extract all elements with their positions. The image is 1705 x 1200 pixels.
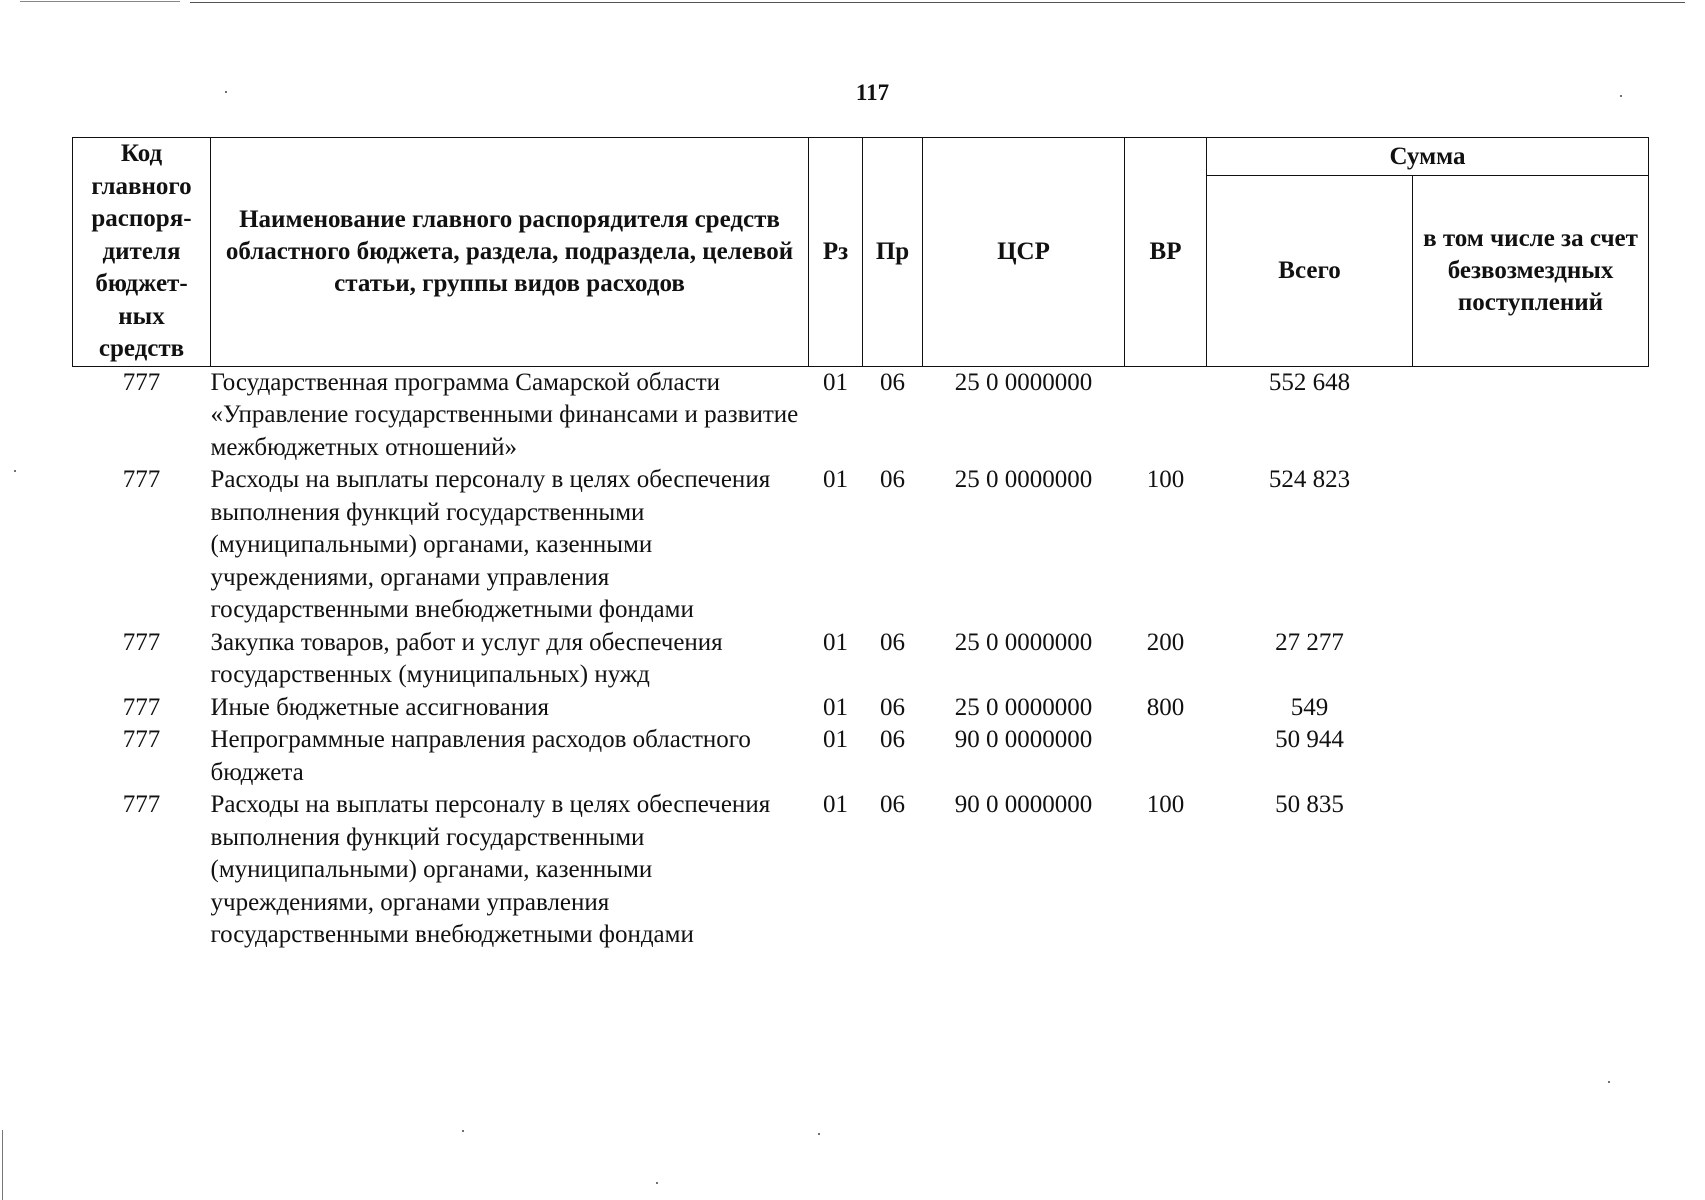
cell-vr: 800	[1146, 693, 1185, 721]
scan-edge-line	[190, 2, 1685, 3]
table-row	[73, 464, 1649, 627]
cell-total: 552 648	[1268, 368, 1351, 396]
cell-pr: 06	[880, 466, 905, 493]
cell-name: Государственная программа Самарской области «Управление государственными финансами и развитие межбюджетных отношений»	[210, 368, 799, 461]
cell-vr: 200	[1146, 628, 1185, 656]
cell-code: 777	[122, 628, 161, 656]
cell-rz: 01	[823, 726, 848, 753]
cell-csr: 90 0 0000000	[954, 791, 1093, 818]
header-name: Наименование главного распорядителя средств областного бюджета, раздела, подраздела, целевой статьи, группы видов расходов	[211, 138, 809, 367]
table-row	[73, 692, 1649, 725]
cell-name: Расходы на выплаты персоналу в целях обеспечения выполнения функций государственными (муниципальными) органами, казенными учреждениями, органами управления государственными внебюджетными фондами	[210, 466, 771, 623]
header-pr: Пр	[863, 138, 923, 367]
cell-total: 50 944	[1275, 726, 1344, 753]
cell-rz: 01	[823, 368, 848, 396]
cell-total: 27 277	[1275, 628, 1344, 656]
cell-gratis	[1413, 627, 1649, 692]
cell-name: Непрограммные направления расходов областного бюджета	[210, 726, 751, 786]
cell-total: 50 835	[1275, 791, 1344, 818]
cell-csr: 25 0 0000000	[954, 628, 1093, 656]
cell-pr: 06	[880, 368, 905, 396]
table-row	[73, 724, 1649, 789]
scan-edge-line	[20, 1, 180, 2]
cell-rz: 01	[823, 791, 848, 818]
scan-speck	[656, 1182, 658, 1184]
cell-gratis	[1413, 789, 1649, 952]
cell-csr: 25 0 0000000	[954, 466, 1093, 493]
cell-gratis	[1413, 724, 1649, 789]
cell-code: 777	[122, 791, 161, 818]
header-total: Всего	[1207, 176, 1413, 366]
scan-speck	[1608, 1081, 1610, 1083]
cell-code: 777	[122, 693, 161, 721]
header-rz: Рз	[809, 138, 863, 367]
cell-code: 777	[122, 726, 161, 753]
cell-code: 777	[122, 368, 161, 396]
cell-gratis	[1413, 464, 1649, 627]
cell-pr: 06	[880, 791, 905, 818]
cell-total: 524 823	[1268, 466, 1351, 493]
cell-rz: 01	[823, 466, 848, 493]
cell-name: Расходы на выплаты персоналу в целях обеспечения выполнения функций государственными (муниципальными) органами, казенными учреждениями, органами управления государственными внебюджетными фондами	[210, 791, 771, 948]
scan-speck	[462, 1130, 464, 1132]
table-row	[73, 789, 1649, 952]
cell-total: 549	[1290, 693, 1329, 721]
cell-pr: 06	[880, 726, 905, 753]
cell-gratis	[1413, 366, 1649, 464]
header-code: Код главного распоря-дителя бюджет-ных средств	[73, 138, 211, 367]
cell-rz: 01	[823, 628, 848, 656]
cell-gratis	[1413, 692, 1649, 725]
cell-name: Иные бюджетные ассигнования	[210, 693, 550, 721]
scan-edge-line	[2, 1130, 3, 1200]
cell-vr	[1125, 366, 1207, 464]
scan-speck	[1620, 95, 1622, 97]
table-row	[73, 366, 1649, 464]
cell-csr: 90 0 0000000	[954, 726, 1093, 753]
scan-speck	[14, 470, 16, 472]
cell-csr: 25 0 0000000	[954, 368, 1093, 396]
scan-speck	[818, 1133, 820, 1135]
cell-vr: 100	[1146, 791, 1185, 818]
table-body	[73, 366, 1649, 952]
table-row	[73, 627, 1649, 692]
cell-code: 777	[122, 466, 161, 493]
header-gratis: в том числе за счет безвозмездных поступлений	[1413, 176, 1649, 366]
budget-table	[72, 137, 1649, 952]
header-vr: ВР	[1125, 138, 1207, 367]
header-csr: ЦСР	[923, 138, 1125, 367]
cell-rz: 01	[823, 693, 848, 721]
table-header-row	[73, 138, 1649, 176]
cell-csr: 25 0 0000000	[954, 693, 1093, 721]
cell-pr: 06	[880, 693, 905, 721]
scan-speck	[225, 91, 227, 93]
cell-name: Закупка товаров, работ и услуг для обеспечения государственных (муниципальных) нужд	[210, 628, 723, 688]
cell-vr: 100	[1146, 466, 1185, 493]
cell-vr	[1125, 724, 1207, 789]
page-number: 117	[855, 80, 890, 105]
header-sum: Сумма	[1207, 138, 1649, 176]
cell-pr: 06	[880, 628, 905, 656]
